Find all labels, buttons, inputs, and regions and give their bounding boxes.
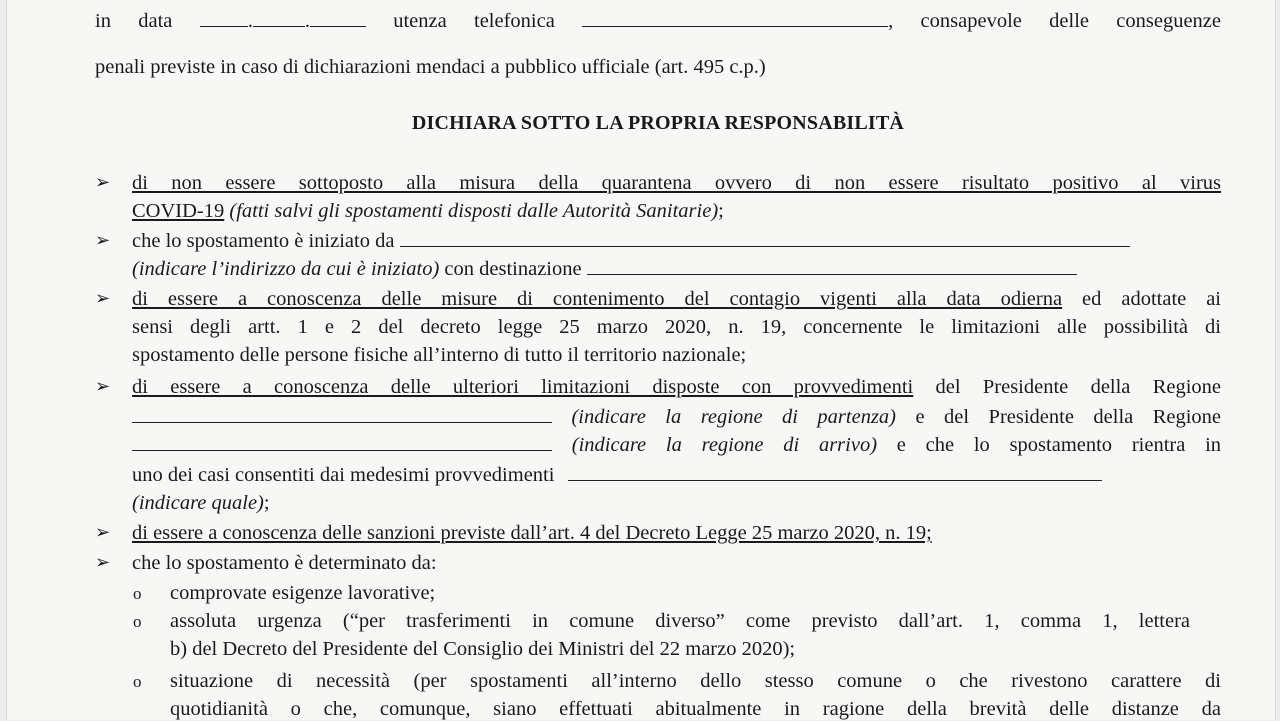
item-quarantine-line-2: COVID-19 (fatti salvi gli spostamenti disposti dalle Autorità Sanitarie);: [132, 200, 724, 222]
circle-bullet-icon: o: [133, 584, 142, 603]
item-regional-line-1: di essere a conoscenza delle ulteriori limitazioni disposte con provvedimenti del Presidente della Regione: [132, 376, 1222, 398]
item-regional-line-5: (indicare quale);: [132, 492, 270, 514]
case-field[interactable]: [568, 464, 1102, 481]
item-sanctions: di essere a conoscenza delle sanzioni previste dall’art. 4 del Decreto Legge 25 marzo 2020, n. 19;: [132, 522, 932, 544]
item-regional-line-2: (indicare la regione di partenza) e del Presidente della Regione: [132, 406, 1221, 429]
item-containment-line-2: sensi degli artt. 1 e 2 del decreto legge 25 marzo 2020, n. 19, concernente le limitazioni alle possibilità di: [132, 316, 1221, 338]
intro-line-1: in data . . utenza telefonica , consapevole delle conseguenze: [95, 10, 1222, 32]
reason-urgency-line-1: assoluta urgenza (“per trasferimenti in comune diverso” come previsto dall’art. 1, comma 1, lettera: [170, 610, 1190, 632]
date-month-field[interactable]: [253, 10, 305, 27]
reason-necessity-line-2: quotidianità o che, comunque, siano effettuati abitualmente in ragione della brevità delle distanze da: [170, 698, 1221, 720]
item-start-line-2: (indicare l’indirizzo da cui è iniziato) con destinazione: [132, 258, 1077, 281]
reason-necessity-line-1: situazione di necessità (per spostamenti all’interno dello stesso comune o che rivestono carattere di: [170, 670, 1221, 692]
arrow-bullet-icon: ➢: [95, 288, 111, 308]
item-reason: che lo spostamento è determinato da:: [132, 552, 437, 574]
phone-label: utenza telefonica: [393, 10, 555, 32]
arrow-bullet-icon: ➢: [95, 552, 111, 572]
departure-region-field[interactable]: [132, 406, 552, 423]
arrival-region-field[interactable]: [132, 434, 552, 451]
document-page: [6, 0, 1276, 720]
intro-date-label: in data: [95, 10, 173, 32]
item-regional-line-4: uno dei casi consentiti dai medesimi provvedimenti: [132, 464, 1102, 487]
reason-work: comprovate esigenze lavorative;: [170, 582, 436, 604]
arrow-bullet-icon: ➢: [95, 230, 111, 250]
arrow-bullet-icon: ➢: [95, 172, 111, 192]
circle-bullet-icon: o: [133, 672, 142, 691]
date-day-field[interactable]: [200, 10, 248, 27]
date-year-field[interactable]: [310, 10, 366, 27]
item-start-line-1: che lo spostamento è iniziato da: [132, 230, 1130, 253]
phone-field[interactable]: [582, 10, 888, 27]
item-containment-line-3: spostamento delle persone fisiche all’interno di tutto il territorio nazionale;: [132, 344, 747, 366]
intro-line-2: penali previste in caso di dichiarazioni mendaci a pubblico ufficiale (art. 495 c.p.): [95, 56, 766, 78]
destination-field[interactable]: [587, 258, 1077, 275]
section-heading: DICHIARA SOTTO LA PROPRIA RESPONSABILITÀ: [411, 112, 905, 134]
item-regional-line-3: (indicare la regione di arrivo) e che lo spostamento rientra in: [132, 434, 1221, 457]
arrow-bullet-icon: ➢: [95, 376, 111, 396]
start-address-field[interactable]: [400, 230, 1130, 247]
item-containment-line-1: di essere a conoscenza delle misure di contenimento del contagio vigenti alla data odierna ed adottate ai: [132, 288, 1222, 310]
item-quarantine-line-1: di non essere sottoposto alla misura della quarantena ovvero di non essere risultato positivo al virus: [132, 172, 1221, 194]
circle-bullet-icon: o: [133, 612, 142, 631]
reason-urgency-line-2: b) del Decreto del Presidente del Consiglio dei Ministri del 22 marzo 2020);: [170, 638, 796, 660]
arrow-bullet-icon: ➢: [95, 522, 111, 542]
